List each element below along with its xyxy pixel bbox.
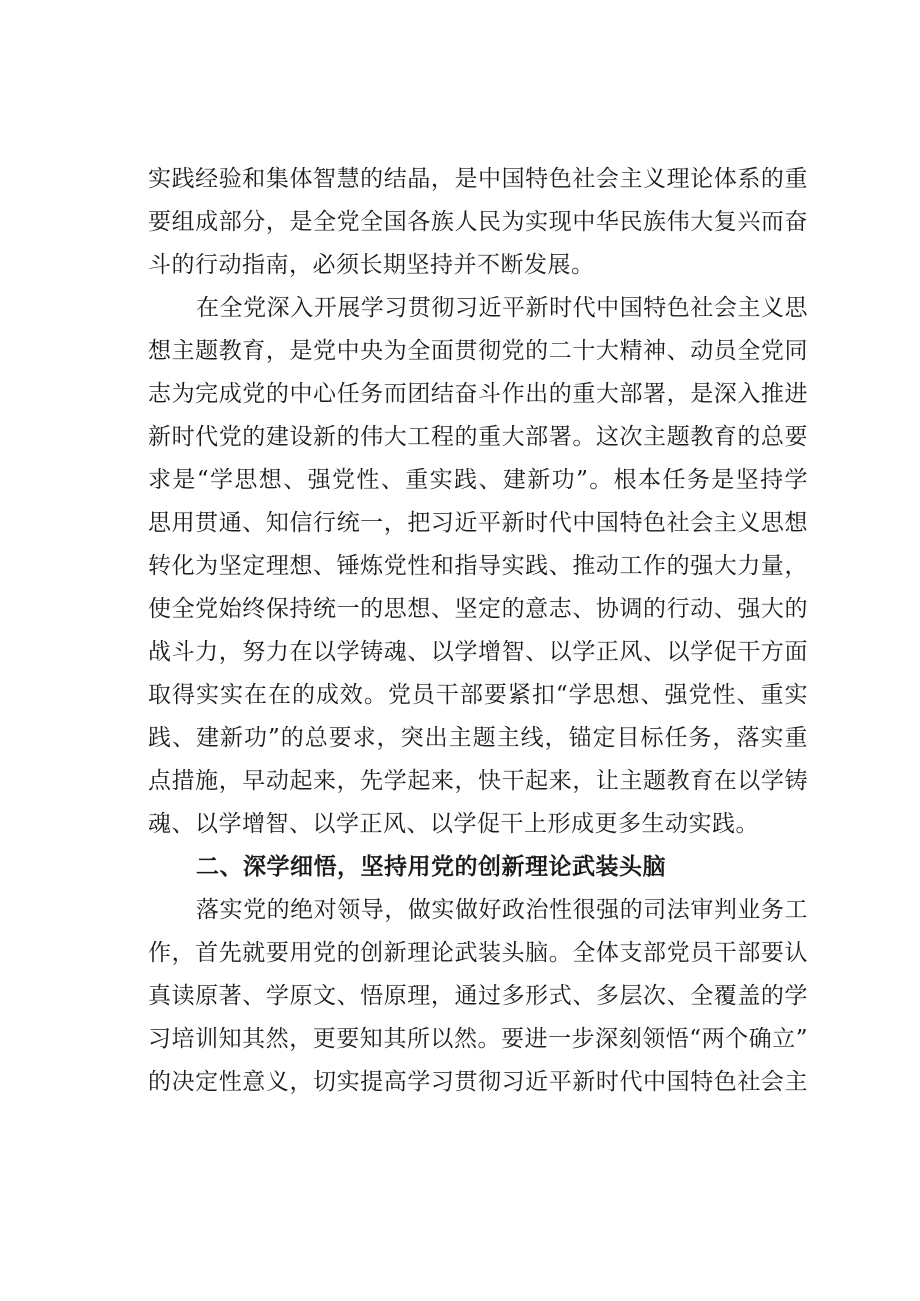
paragraph-3 — [148, 889, 808, 1104]
text-line: 的决定性意义，切实提高学习贯彻习近平新时代中国特色社会主 — [148, 1069, 808, 1095]
text-line: 实践经验和集体智慧的结晶，是中国特色社会主义理论体系的重 — [148, 166, 808, 192]
text-line: 魂、以学增智、以学正风、以学促干上形成更多生动实践。 — [148, 811, 759, 837]
text-line: 作，首先就要用党的创新理论武装头脑。全体支部党员干部要认 — [148, 940, 808, 966]
text-line: 斗的行动指南，必须长期坚持并不断发展。 — [148, 252, 595, 278]
text-line: 践、建新功”的总要求，突出主题主线，锚定目标任务，落实重 — [148, 725, 808, 751]
text-line: 取得实实在在的成效。党员干部要紧扣“学思想、强党性、重实 — [148, 682, 808, 708]
text-line: 要组成部分，是全党全国各族人民为实现中华民族伟大复兴而奋 — [148, 209, 808, 235]
text-line: 转化为坚定理想、锤炼党性和指导实践、推动工作的强大力量， — [148, 553, 808, 579]
text-line: 战斗力，努力在以学铸魂、以学增智、以学正风、以学促干方面 — [148, 639, 808, 665]
text-line: 想主题教育，是党中央为全面贯彻党的二十大精神、动员全党同 — [148, 338, 808, 364]
section-heading: 二、深学细悟，坚持用党的创新理论武装头脑 — [196, 854, 666, 880]
text-line: 习培训知其然，更要知其所以然。要进一步深刻领悟“两个确立” — [148, 1026, 808, 1052]
text-line: 思用贯通、知信行统一，把习近平新时代中国特色社会主义思想 — [148, 510, 808, 536]
text-line: 在全党深入开展学习贯彻习近平新时代中国特色社会主义思 — [196, 295, 808, 321]
document-body — [148, 158, 808, 1104]
text-line: 新时代党的建设新的伟大工程的重大部署。这次主题教育的总要 — [148, 424, 808, 450]
text-line: 志为完成党的中心任务而团结奋斗作出的重大部署，是深入推进 — [148, 381, 808, 407]
text-line: 落实党的绝对领导，做实做好政治性很强的司法审判业务工 — [196, 897, 808, 923]
paragraph-1 — [148, 158, 808, 287]
text-line: 点措施，早动起来，先学起来，快干起来，让主题教育在以学铸 — [148, 768, 808, 794]
text-line: 真读原著、学原文、悟原理，通过多形式、多层次、全覆盖的学 — [148, 983, 808, 1009]
text-line: 求是“学思想、强党性、重实践、建新功”。根本任务是坚持学 — [148, 467, 808, 493]
paragraph-2 — [148, 287, 808, 846]
text-line: 使全党始终保持统一的思想、坚定的意志、协调的行动、强大的 — [148, 596, 808, 622]
